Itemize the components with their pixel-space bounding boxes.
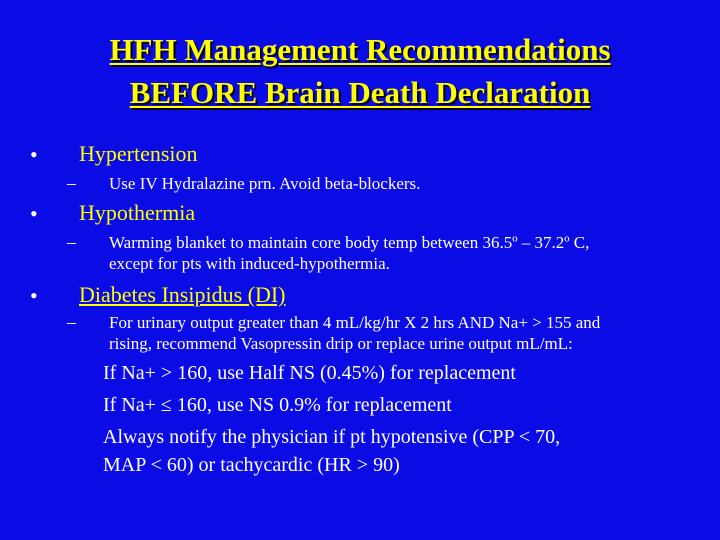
sub-bullet-dash: –	[67, 312, 76, 332]
slide-title-line-1: HFH Management Recommendations	[109, 32, 611, 67]
sub-bullet-hypothermia-line-2: except for pts with induced-hypothermia.	[109, 254, 390, 273]
sub-bullet-dash: –	[67, 232, 76, 252]
bullet-heading-diabetes-insipidus: Diabetes Insipidus (DI)	[79, 282, 286, 307]
di-instruction-notify-line-1: Always notify the physician if pt hypotensive (CPP < 70,	[103, 426, 561, 448]
di-instruction-notify-line-2: MAP < 60) or tachycardic (HR > 90)	[103, 454, 400, 476]
bullet-heading-hypertension: Hypertension	[79, 141, 198, 166]
sub-bullet-hypothermia-line-1: Warming blanket to maintain core body temp between 36.5º – 37.2º C,	[109, 233, 590, 252]
bullet-marker: •	[30, 283, 38, 308]
bullet-marker: •	[30, 142, 38, 167]
sub-bullet-di-line-1: For urinary output greater than 4 mL/kg/hr X 2 hrs AND Na+ > 155 and	[109, 313, 601, 332]
di-instruction-ns: If Na+ ≤ 160, use NS 0.9% for replacement	[103, 394, 452, 416]
bullet-marker: •	[30, 201, 38, 226]
di-instruction-half-ns: If Na+ > 160, use Half NS (0.45%) for replacement	[103, 362, 516, 384]
sub-bullet-di-line-2: rising, recommend Vasopressin drip or replace urine output mL/mL:	[109, 334, 573, 353]
sub-bullet-hypertension-line-1: Use IV Hydralazine prn. Avoid beta-blockers.	[109, 174, 421, 193]
slide-title-line-2: BEFORE Brain Death Declaration	[129, 75, 591, 110]
bullet-heading-hypothermia: Hypothermia	[79, 200, 196, 225]
sub-bullet-dash: –	[67, 173, 76, 193]
